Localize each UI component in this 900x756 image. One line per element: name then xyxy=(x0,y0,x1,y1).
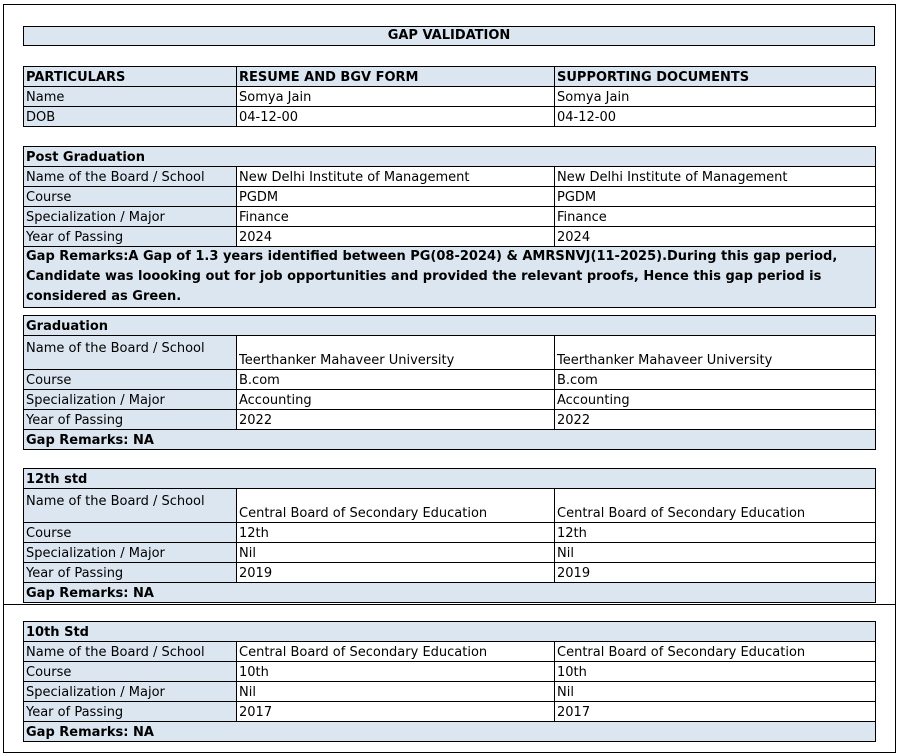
graduation-table xyxy=(23,315,876,450)
label-board: Name of the Board / School xyxy=(24,167,237,187)
pg-table xyxy=(23,146,876,308)
label-name: Name xyxy=(24,87,237,107)
gap-remarks-10th: Gap Remarks: NA xyxy=(24,722,876,742)
table-row xyxy=(24,642,876,662)
resume-specialization: Nil xyxy=(237,682,555,702)
resume-board: Central Board of Secondary Education xyxy=(237,489,555,523)
label-year: Year of Passing xyxy=(24,410,237,430)
resume-year: 2024 xyxy=(237,227,555,247)
supporting-dob: 04-12-00 xyxy=(555,107,876,127)
label-year: Year of Passing xyxy=(24,227,237,247)
header-resume: RESUME AND BGV FORM xyxy=(237,67,555,87)
supporting-course: PGDM xyxy=(555,187,876,207)
resume-course: 10th xyxy=(237,662,555,682)
resume-dob: 04-12-00 xyxy=(237,107,555,127)
resume-year: 2022 xyxy=(237,410,555,430)
page-title: GAP VALIDATION xyxy=(23,26,875,46)
resume-course: PGDM xyxy=(237,187,555,207)
supporting-course: 10th xyxy=(555,662,876,682)
resume-name: Somya Jain xyxy=(237,87,555,107)
supporting-year: 2022 xyxy=(555,410,876,430)
section-title-10th: 10th Std xyxy=(24,622,876,642)
supporting-course: B.com xyxy=(555,370,876,390)
label-course: Course xyxy=(24,187,237,207)
resume-specialization: Finance xyxy=(237,207,555,227)
gap-remarks-pg: Gap Remarks:A Gap of 1.3 years identified between PG(08-2024) & AMRSNVJ(11-2025).During this gap period, Candidate was loooking out for job opportunities and provided the relevant proofs, Hence this gap period is considered as Green. xyxy=(24,247,876,308)
resume-course: 12th xyxy=(237,523,555,543)
supporting-specialization: Finance xyxy=(555,207,876,227)
supporting-board: Teerthanker Mahaveer University xyxy=(555,336,876,370)
label-specialization: Specialization / Major xyxy=(24,543,237,563)
label-specialization: Specialization / Major xyxy=(24,207,237,227)
table-row xyxy=(24,370,876,390)
resume-course: B.com xyxy=(237,370,555,390)
label-course: Course xyxy=(24,523,237,543)
table-row xyxy=(24,336,876,370)
personal-table xyxy=(23,66,876,127)
section-title-graduation: Graduation xyxy=(24,316,876,336)
table-row xyxy=(24,662,876,682)
resume-board: Central Board of Secondary Education xyxy=(237,642,555,662)
table-row xyxy=(24,187,876,207)
header-supporting: SUPPORTING DOCUMENTS xyxy=(555,67,876,87)
supporting-name: Somya Jain xyxy=(555,87,876,107)
label-board: Name of the Board / School xyxy=(24,489,237,523)
label-dob: DOB xyxy=(24,107,237,127)
resume-board: New Delhi Institute of Management xyxy=(237,167,555,187)
label-course: Course xyxy=(24,370,237,390)
supporting-specialization: Nil xyxy=(555,682,876,702)
resume-year: 2019 xyxy=(237,563,555,583)
header-particulars: PARTICULARS xyxy=(24,67,237,87)
table-row xyxy=(24,682,876,702)
supporting-board: Central Board of Secondary Education xyxy=(555,642,876,662)
table-row xyxy=(24,227,876,247)
supporting-board: New Delhi Institute of Management xyxy=(555,167,876,187)
table-row xyxy=(24,207,876,227)
label-course: Course xyxy=(24,662,237,682)
resume-specialization: Accounting xyxy=(237,390,555,410)
label-board: Name of the Board / School xyxy=(24,642,237,662)
table-row xyxy=(24,390,876,410)
supporting-specialization: Nil xyxy=(555,543,876,563)
resume-specialization: Nil xyxy=(237,543,555,563)
supporting-course: 12th xyxy=(555,523,876,543)
section-title-pg: Post Graduation xyxy=(24,147,876,167)
resume-board: Teerthanker Mahaveer University xyxy=(237,336,555,370)
page-divider xyxy=(3,604,896,605)
supporting-year: 2017 xyxy=(555,702,876,722)
label-year: Year of Passing xyxy=(24,563,237,583)
table-row xyxy=(24,702,876,722)
label-year: Year of Passing xyxy=(24,702,237,722)
table-row xyxy=(24,167,876,187)
supporting-specialization: Accounting xyxy=(555,390,876,410)
table-row xyxy=(24,563,876,583)
gap-remarks-12th: Gap Remarks: NA xyxy=(24,583,876,603)
table-row xyxy=(24,523,876,543)
supporting-board: Central Board of Secondary Education xyxy=(555,489,876,523)
label-specialization: Specialization / Major xyxy=(24,682,237,702)
table-row xyxy=(24,489,876,523)
gap-remarks-graduation: Gap Remarks: NA xyxy=(24,430,876,450)
table-row xyxy=(24,87,876,107)
header-row xyxy=(24,67,876,87)
label-specialization: Specialization / Major xyxy=(24,390,237,410)
section-title-12th: 12th std xyxy=(24,469,876,489)
table-row xyxy=(24,543,876,563)
label-board: Name of the Board / School xyxy=(24,336,237,370)
resume-year: 2017 xyxy=(237,702,555,722)
table-row xyxy=(24,107,876,127)
supporting-year: 2024 xyxy=(555,227,876,247)
std10-table xyxy=(23,621,876,742)
std12-table xyxy=(23,468,876,603)
table-row xyxy=(24,410,876,430)
supporting-year: 2019 xyxy=(555,563,876,583)
